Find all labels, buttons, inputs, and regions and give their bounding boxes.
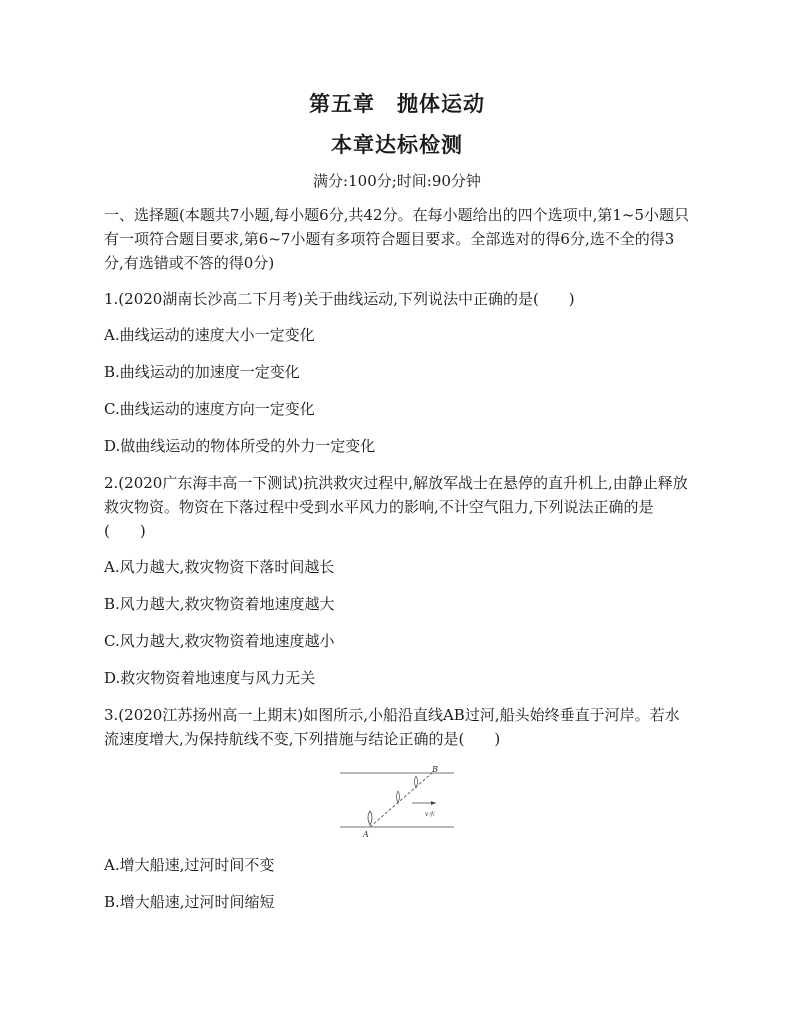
chapter-title: 第五章 抛体运动 (309, 92, 485, 116)
question-2-option-b: B.风力越大,救灾物资着地速度越大 (104, 595, 335, 613)
section-title: 本章达标检测 (331, 133, 463, 157)
question-1-option-b: B.曲线运动的加速度一定变化 (104, 363, 300, 381)
river-diagram (332, 763, 462, 841)
question-3-option-a: A.增大船速,过河时间不变 (104, 856, 275, 874)
section-instructions: 一、选择题(本题共7小题,每小题6分,共42分。在每小题给出的四个选项中,第1~5小题只有一项符合题目要求,第6~7小题有多项符合题目要求。全部选对的得6分,选不全的得3分,有选错或不答的得0分) (104, 206, 689, 272)
boat-icon-middle-2 (415, 776, 418, 788)
question-1-option-d: D.做曲线运动的物体所受的外力一定变化 (104, 437, 376, 455)
question-2-option-d: D.救灾物资着地速度与风力无关 (104, 669, 316, 687)
question-1-stem: 1.(2020湖南长沙高二下月考)关于曲线运动,下列说法中正确的是( ) (104, 290, 575, 308)
river-crossing-figure (104, 763, 690, 843)
question-3-option-b: B.增大船速,过河时间缩短 (104, 893, 275, 911)
boat-icon-middle-1 (397, 791, 400, 803)
velocity-label: v水 (425, 811, 435, 818)
question-2-option-c: C.风力越大,救灾物资着地速度越小 (104, 632, 335, 650)
exam-content (104, 203, 690, 927)
point-a-label: A (363, 830, 369, 839)
score-line: 满分:100分;时间:90分钟 (313, 172, 481, 190)
question-3-stem: 3.(2020江苏扬州高一上期末)如图所示,小船沿直线AB过河,船头始终垂直于河岸。若水流速度增大,为保持航线不变,下列措施与结论正确的是( ) (104, 706, 680, 748)
point-b-label: B (432, 765, 438, 774)
boat-icon-start (368, 811, 372, 825)
question-2-option-a: A.风力越大,救灾物资下落时间越长 (104, 558, 335, 576)
velocity-arrow-head-icon (431, 801, 436, 805)
path-ab-line (370, 773, 432, 827)
question-1-option-c: C.曲线运动的速度方向一定变化 (104, 400, 315, 418)
question-1-option-a: A.曲线运动的速度大小一定变化 (104, 326, 315, 344)
question-2-stem: 2.(2020广东海丰高一下测试)抗洪救灾过程中,解放军战士在悬停的直升机上,由静止释放救灾物资。物资在下落过程中受到水平风力的影响,不计空气阻力,下列说法正确的是( ) (104, 474, 688, 540)
